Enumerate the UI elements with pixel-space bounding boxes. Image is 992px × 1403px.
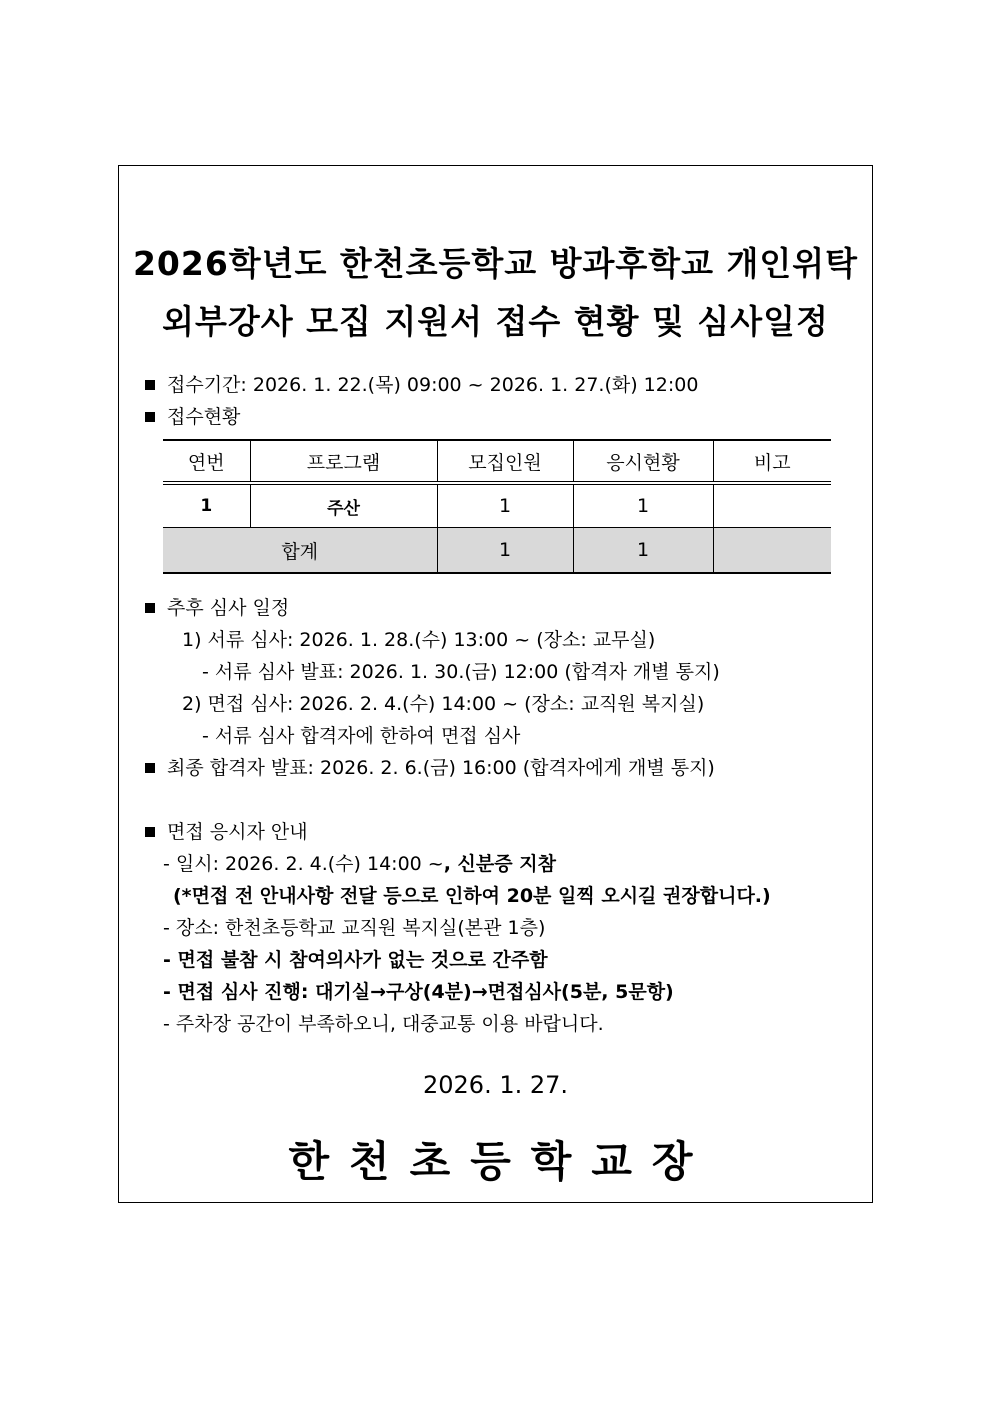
final-announcement: 최종 합격자 발표: 2026. 2. 6.(금) 16:00 (합격자에게 개별 통지) (145, 756, 715, 780)
table-header-row (163, 440, 831, 483)
table-total-row (163, 528, 831, 574)
schedule-interview-note: - 서류 심사 합격자에 한하여 면접 심사 (202, 725, 521, 747)
guide-process: - 면접 심사 진행: 대기실→구상(4분)→면접심사(5분, 5문항) (163, 981, 674, 1003)
guide-early-notice: (*면접 전 안내사항 전달 등으로 인하여 20분 일찍 오시길 권장합니다.) (173, 885, 771, 907)
guide-heading: 면접 응시자 안내 (145, 820, 308, 844)
total-note (713, 528, 831, 574)
cell-no: 1 (163, 483, 250, 528)
document-title-line-1: 2026학년도 한천초등학교 방과후학교 개인위탁 (132, 244, 859, 283)
header-recruit: 모집인원 (437, 440, 573, 483)
schedule-doc-review: 1) 서류 심사: 2026. 1. 28.(수) 13:00 ~ (장소: 교무실) (182, 629, 656, 651)
cell-program: 주산 (250, 483, 437, 528)
cell-recruit: 1 (437, 483, 573, 528)
signer-name: 한천초등학교장 (288, 1137, 713, 1186)
reception-status-label: 접수현황 (145, 405, 240, 429)
header-note: 비고 (713, 440, 831, 483)
cell-note (713, 483, 831, 528)
cell-applied: 1 (573, 483, 713, 528)
document-title-line-2: 외부강사 모집 지원서 접수 현황 및 심사일정 (162, 302, 829, 341)
table-row (163, 483, 831, 528)
square-bullet-icon (145, 763, 155, 773)
square-bullet-icon (145, 603, 155, 613)
document-date: 2026. 1. 27. (422, 1071, 569, 1099)
reception-status-table (163, 439, 831, 574)
square-bullet-icon (145, 380, 155, 390)
square-bullet-icon (145, 412, 155, 422)
square-bullet-icon (145, 827, 155, 837)
schedule-heading: 추후 심사 일정 (145, 596, 289, 620)
header-no: 연번 (163, 440, 250, 483)
guide-absence: - 면접 불참 시 참여의사가 없는 것으로 간주함 (163, 949, 548, 971)
document-frame (118, 165, 873, 1203)
reception-period: 접수기간: 2026. 1. 22.(목) 09:00 ~ 2026. 1. 27.(화) 12:00 (145, 373, 698, 397)
total-recruit: 1 (437, 528, 573, 574)
guide-datetime: - 일시: 2026. 2. 4.(수) 14:00 ~, 신분증 지참 (163, 853, 556, 875)
total-applied: 1 (573, 528, 713, 574)
schedule-doc-result: - 서류 심사 발표: 2026. 1. 30.(금) 12:00 (합격자 개별 통지) (202, 661, 720, 683)
guide-place: - 장소: 한천초등학교 교직원 복지실(본관 1층) (163, 917, 546, 939)
total-label: 합계 (163, 528, 437, 574)
guide-parking: - 주차장 공간이 부족하오니, 대중교통 이용 바랍니다. (163, 1013, 604, 1035)
schedule-interview: 2) 면접 심사: 2026. 2. 4.(수) 14:00 ~ (장소: 교직원 복지실) (182, 693, 705, 715)
header-program: 프로그램 (250, 440, 437, 483)
header-applied: 응시현황 (573, 440, 713, 483)
